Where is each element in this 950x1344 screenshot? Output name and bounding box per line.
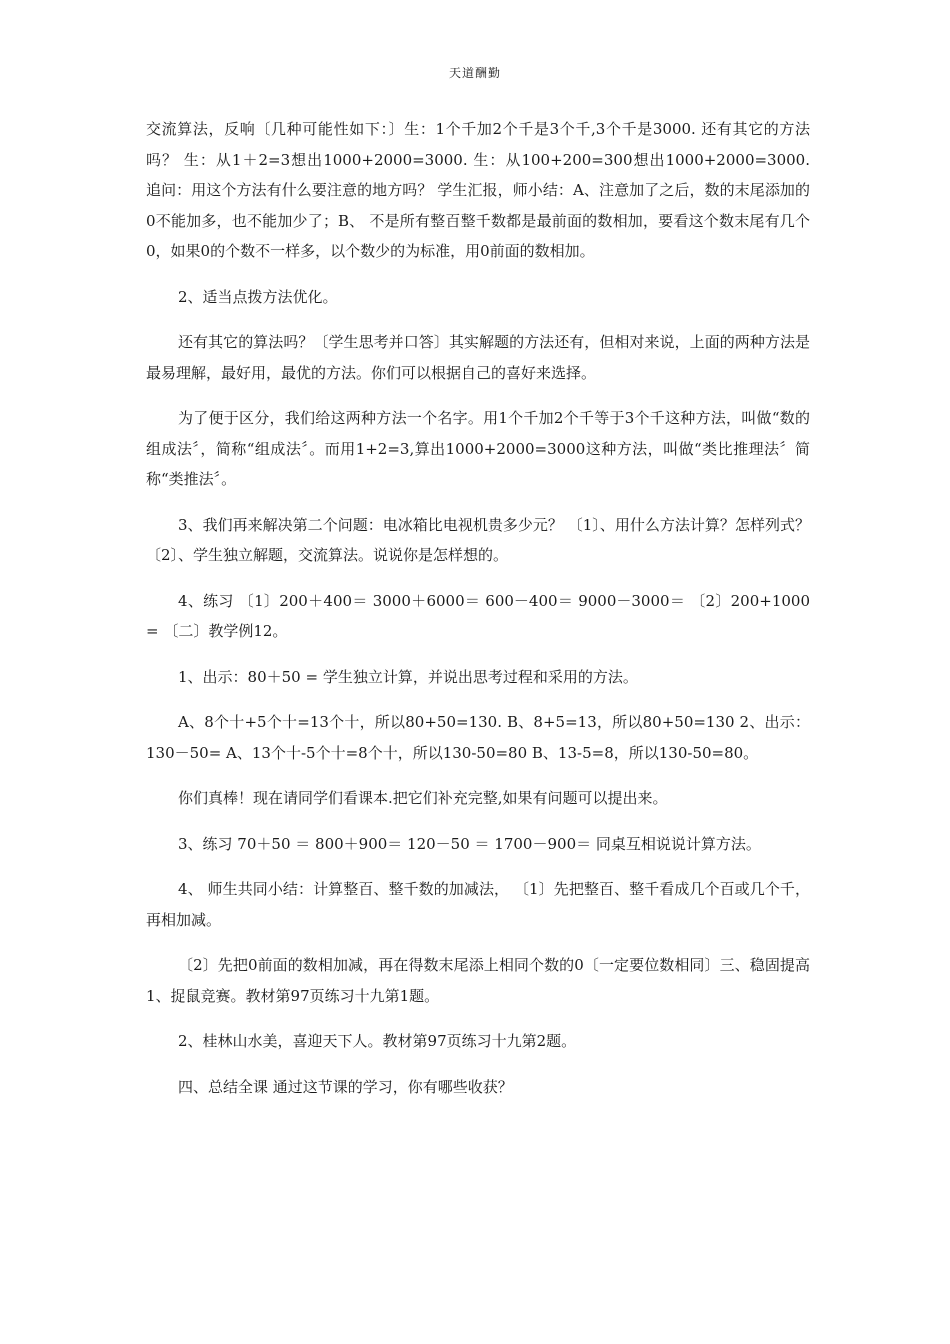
paragraph-conclusion: 四、总结全课 通过这节课的学习，你有哪些收获？ [178,1077,513,1096]
paragraph-guilin: 2、桂林山水美，喜迎天下人。教材第97页练习十九第2题。 [178,1032,577,1050]
paragraph-exercise-3: 3、练习 70＋50 ＝ 800＋900＝ 120－50 ＝ 1700－900＝ 同桌互相说说计算方法。 [178,834,761,853]
paragraph-praise: 你们真棒！现在请同学们看课本.把它们补充完整,如果有问题可以提出来。 [178,789,668,807]
paragraph-method-optimization: 2、适当点拨方法优化。 [178,287,338,306]
paragraph-exercise-4: 4、练习 〔1〕200＋400＝ 3000＋6000＝ 600－400＝ 9000－3000＝ 〔2〕200+1000= 〔二〕教学例12。 [146,591,810,640]
paragraph-summary-2: 〔2〕先把0前面的数相加减，再在得数末尾添上相同个数的0〔一定要位数相同〕三、稳固提高 1、捉鼠竞赛。教材第97页练习十九第1题。 [146,956,810,1005]
paragraph-solutions: A、8个十+5个十=13个十，所以80+50=130. B、8+5=13，所以80+50=130 2、出示：130－50= A、13个十-5个十=8个十，所以130-50=80 B、13-5=8，所以130-50=80。 [146,713,810,762]
paragraph-method-names: 为了便于区分，我们给这两种方法一个名字。用1个千加2个千等于3个千这种方法，叫做“数的组成法〞，简称“组成法〞。而用1+2=3,算出1000+2000=3000这种方法，叫做“类比推理法〞简称“类推法〞。 [146,409,810,488]
paragraph-summary-1: 4、 师生共同小结：计算整百、整千数的加减法， 〔1〕先把整百、整千看成几个百或几个千，再相加减。 [146,880,810,929]
document-body [146,114,810,1117]
paragraph-second-question: 3、我们再来解决第二个问题：电冰箱比电视机贵多少元？ 〔1〕、用什么方法计算？怎样列式？ 〔2〕、学生独立解题，交流算法。说说你是怎样想的。 [146,515,810,564]
page-header: 天道酬勤 [448,66,501,80]
paragraph-exchange-methods: 交流算法，反响〔几种可能性如下：〕生：1个千加2个千是3个千,3个千是3000. 还有其它的方法吗？ 生：从1＋2=3想出1000+2000=3000. 生：从100+200=300想出1000+2000=3000. 追问：用这个方法有什么要注意的地方吗？ 学生汇报，师小结：A、注意加了之后，数的末尾添加的0不能加多，也不能加少了；B、 不是所有整百整千数都是最前面的数相加，要看这个数末尾有几个0，如果0的个数不一样多，以个数少的为标准，用0前面的数相加。 [146,120,810,260]
paragraph-show-example: 1、出示：80＋50 = 学生独立计算，并说出思考过程和采用的方法。 [178,667,638,686]
paragraph-other-methods: 还有其它的算法吗？〔学生思考并口答〕其实解题的方法还有，但相对来说，上面的两种方法是最易理解，最好用，最优的方法。你们可以根据自己的喜好来选择。 [146,333,810,382]
